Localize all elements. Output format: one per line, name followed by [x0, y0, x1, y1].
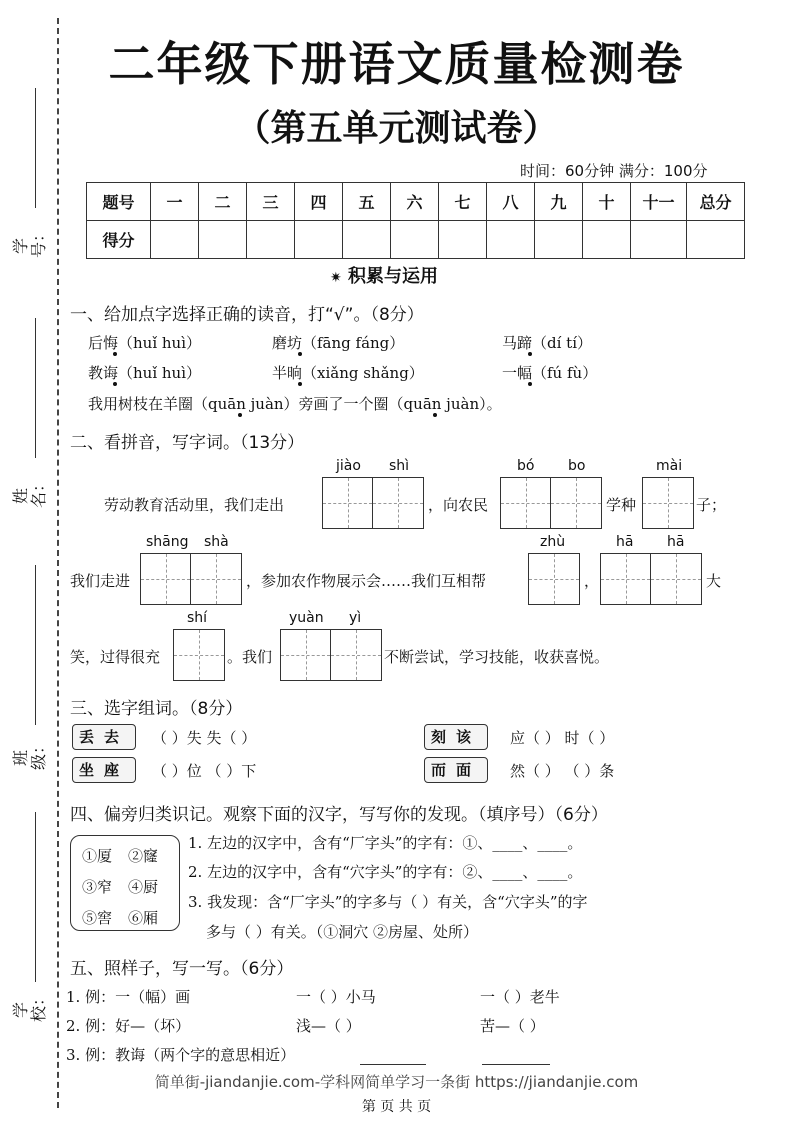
writing-grid[interactable] — [600, 553, 702, 605]
score-input-cell[interactable] — [295, 221, 343, 259]
char-choice-tag: 刻该 — [424, 724, 488, 750]
q4-line[interactable]: 3. 我发现：含“厂字头”的字多与（ ）有关，含“穴字头”的字 — [188, 893, 588, 911]
school-label: 学校： — [11, 989, 48, 1022]
q2-text: 。我们 — [227, 648, 273, 666]
table-cell: 题号 — [87, 183, 151, 221]
score-input-cell[interactable] — [487, 221, 535, 259]
emphasis-dot — [113, 382, 117, 386]
q1-item[interactable]: 马蹄（dí tí） — [502, 334, 592, 352]
emphasis-dot — [298, 352, 302, 356]
q2-text: 我们走进 — [70, 572, 131, 590]
emphasis-dot — [298, 382, 302, 386]
q5-heading: 五、照样子，写一写。（6分） — [70, 959, 294, 979]
table-cell: 七 — [439, 183, 487, 221]
q2-text: 子； — [696, 496, 727, 514]
q5-example: 1. 例：一（幅）画 — [66, 988, 191, 1006]
pinyin-label: zhù — [540, 534, 566, 550]
char-choice-tag: 而面 — [424, 757, 488, 783]
q2-text: 不断尝试，学习技能，收获喜悦。 — [384, 648, 610, 666]
q1-sentence[interactable]: 我用树枝在羊圈（quān juàn）旁画了一个圈（quān juàn）。 — [88, 395, 502, 413]
time-info: 时间：60分钟 满分：100分 — [520, 162, 708, 180]
table-cell: 九 — [535, 183, 583, 221]
char-item: ⑥厢 — [128, 909, 159, 927]
pinyin-label: hā — [667, 534, 685, 550]
class-line — [35, 565, 36, 725]
score-input-cell[interactable] — [439, 221, 487, 259]
char-choice-tag: 丢去 — [72, 724, 136, 750]
table-cell: 得分 — [87, 221, 151, 259]
score-input-cell[interactable] — [343, 221, 391, 259]
school-line — [35, 812, 36, 982]
score-table-header-row — [87, 183, 745, 221]
score-table-score-row — [87, 221, 745, 259]
table-cell: 总分 — [687, 183, 745, 221]
q2-text: ，参加农作物展示会……我们互相帮 — [246, 572, 487, 590]
emphasis-dot — [528, 382, 532, 386]
table-cell: 十 — [583, 183, 631, 221]
char-item: ④厨 — [128, 878, 159, 896]
class-label: 班级： — [11, 737, 48, 770]
table-cell: 二 — [199, 183, 247, 221]
page-number: 第 页 共 页 — [361, 1099, 432, 1115]
table-cell: 四 — [295, 183, 343, 221]
pinyin-label: jiào — [336, 458, 361, 474]
writing-grid[interactable] — [140, 553, 242, 605]
score-input-cell[interactable] — [631, 221, 687, 259]
table-cell: 十一 — [631, 183, 687, 221]
char-item: ⑤窖 — [82, 909, 113, 927]
q5-example: 2. 例：好—（坏） — [66, 1017, 191, 1035]
binding-dashed-line — [57, 18, 59, 1108]
q3-line[interactable]: 应（ ） 时（ ） — [510, 729, 615, 747]
score-input-cell[interactable] — [391, 221, 439, 259]
char-item: ①厦 — [82, 847, 113, 865]
table-cell: 三 — [247, 183, 295, 221]
q3-line[interactable]: （ ）位 （ ）下 — [152, 762, 257, 780]
table-cell: 五 — [343, 183, 391, 221]
table-cell: 八 — [487, 183, 535, 221]
q1-item[interactable]: 一幅（fú fù） — [502, 364, 598, 382]
q3-line[interactable]: 然（ ） （ ）条 — [510, 762, 615, 780]
writing-grid[interactable] — [280, 629, 382, 681]
q2-heading: 二、看拼音，写字词。（13分） — [70, 433, 305, 453]
q2-text: 劳动教育活动里，我们走出 — [104, 496, 285, 514]
score-input-cell[interactable] — [583, 221, 631, 259]
writing-grid[interactable] — [500, 477, 602, 529]
pinyin-label: shāng — [146, 534, 189, 550]
table-cell: 一 — [151, 183, 199, 221]
q5-answer[interactable]: 一（ ）老牛 — [480, 988, 560, 1006]
name-label: 姓名： — [11, 475, 48, 508]
pinyin-label: shí — [187, 610, 208, 626]
char-item: ②窿 — [128, 847, 159, 865]
emphasis-dot — [113, 352, 117, 356]
pinyin-label: yì — [349, 610, 362, 626]
writing-grid[interactable] — [173, 629, 225, 681]
emphasis-dot — [528, 352, 532, 356]
score-input-cell[interactable] — [687, 221, 745, 259]
pinyin-label: bo — [568, 458, 586, 474]
q2-text: 大 — [706, 572, 722, 590]
writing-grid[interactable] — [322, 477, 424, 529]
q4-line[interactable]: 多与（ ）有关。（①洞穴 ②房屋、处所） — [206, 923, 479, 941]
q4-line[interactable]: 1. 左边的汉字中，含有“厂字头”的字有：①、____、____。 — [188, 834, 583, 852]
score-input-cell[interactable] — [535, 221, 583, 259]
pinyin-label: shà — [204, 534, 229, 550]
section-banner: ✷ 积累与运用 — [330, 266, 439, 287]
q2-text: ， — [584, 572, 600, 590]
name-line — [35, 318, 36, 458]
q2-text: 笑，过得很充 — [70, 648, 161, 666]
score-table — [86, 182, 745, 259]
score-input-cell[interactable] — [199, 221, 247, 259]
q3-heading: 三、选字组词。（8分） — [70, 699, 243, 719]
pinyin-label: mài — [656, 458, 683, 474]
q4-heading: 四、偏旁归类识记。观察下面的汉字，写写你的发现。（填序号）（6分） — [70, 805, 608, 825]
answer-line[interactable] — [360, 1064, 426, 1065]
writing-grid[interactable] — [528, 553, 580, 605]
q1-item[interactable]: 磨坊（fāng fáng） — [272, 334, 405, 352]
q1-item[interactable]: 后悔（huǐ huì） — [88, 334, 202, 352]
emphasis-dot — [238, 413, 242, 417]
pinyin-label: shì — [389, 458, 410, 474]
emphasis-dot — [433, 413, 437, 417]
watermark-text: 简单街-jiandanjie.com-学科网简单学习一条街 https://jiandanjie.com — [154, 1073, 639, 1091]
score-input-cell[interactable] — [247, 221, 295, 259]
q5-answer[interactable]: 苦—（ ） — [480, 1017, 545, 1035]
table-cell: 六 — [391, 183, 439, 221]
answer-line[interactable] — [482, 1064, 550, 1065]
sun-icon: ✷ — [330, 270, 342, 286]
q5-answer[interactable]: 浅—（ ） — [296, 1017, 361, 1035]
q4-line[interactable]: 2. 左边的汉字中，含有“穴字头”的字有：②、____、____。 — [188, 863, 583, 881]
pinyin-label: hā — [616, 534, 634, 550]
q1-item[interactable]: 半晌（xiǎng shǎng） — [272, 364, 424, 382]
score-input-cell[interactable] — [151, 221, 199, 259]
page-title: 二年级下册语文质量检测卷 — [108, 37, 685, 91]
q3-line[interactable]: （ ）失 失（ ） — [152, 729, 257, 747]
student-id-label: 学号： — [11, 225, 48, 258]
pinyin-label: yuàn — [289, 610, 324, 626]
char-item: ③窄 — [82, 878, 113, 896]
page-subtitle: （第五单元测试卷） — [234, 108, 559, 149]
q2-text: 学种 — [606, 496, 637, 514]
char-choice-tag: 坐座 — [72, 757, 136, 783]
writing-grid[interactable] — [642, 477, 694, 529]
q5-example: 3. 例：教诲（两个字的意思相近） — [66, 1046, 296, 1064]
q1-item[interactable]: 教诲（huǐ huì） — [88, 364, 202, 382]
q5-answer[interactable]: 一（ ）小马 — [296, 988, 376, 1006]
q2-text: ，向农民 — [428, 496, 489, 514]
pinyin-label: bó — [517, 458, 535, 474]
q1-heading: 一、给加点字选择正确的读音，打“√”。（8分） — [70, 305, 424, 325]
